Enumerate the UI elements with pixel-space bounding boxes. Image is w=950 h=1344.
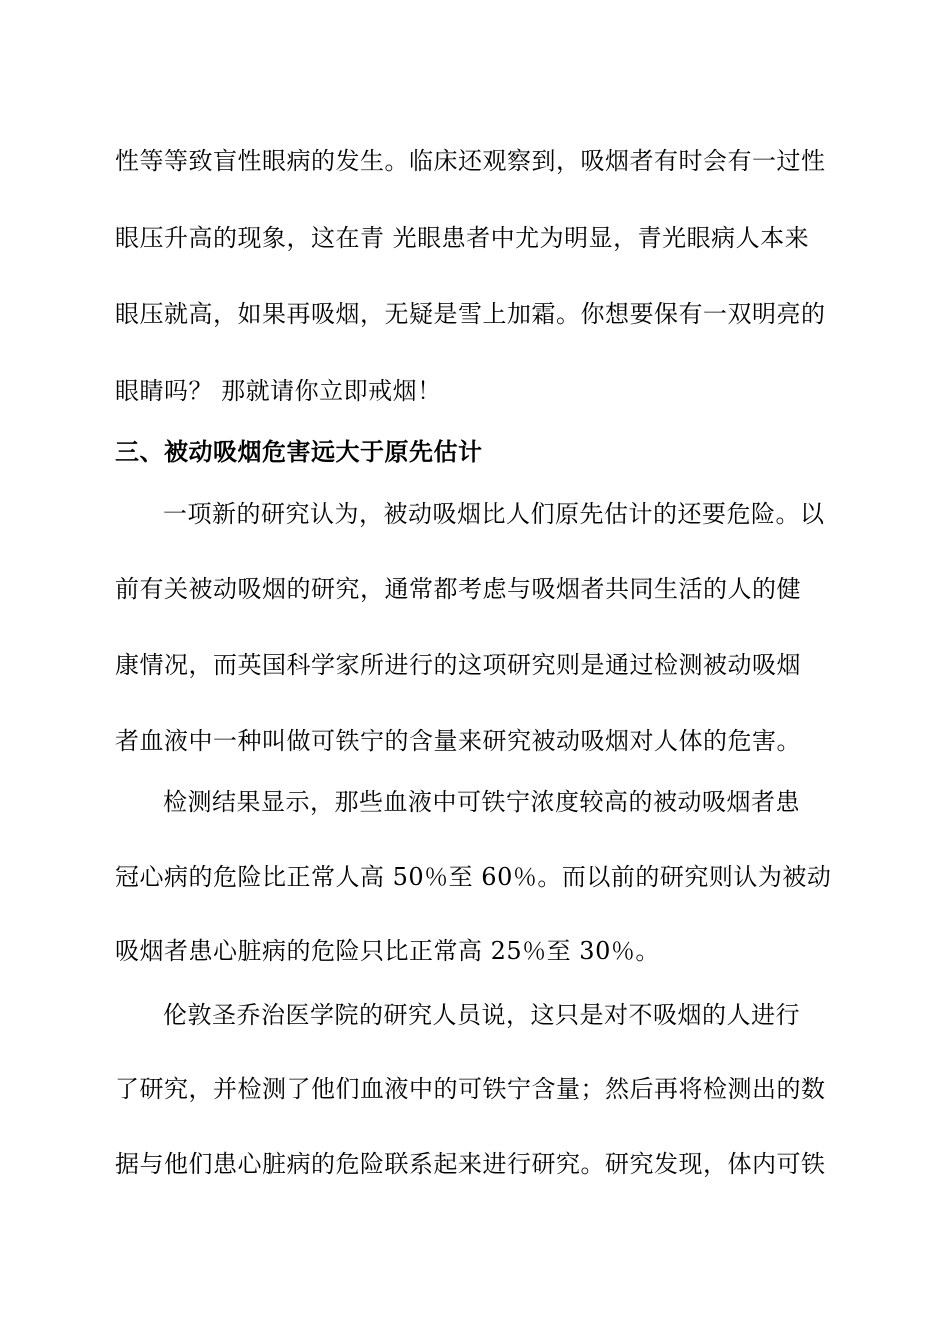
paragraph-line: 据与他们患心脏病的危险联系起来进行研究。研究发现，体内可铁 <box>115 1150 826 1178</box>
paragraph-line: 眼睛吗？ 那就请你立即戒烟！ <box>115 377 442 405</box>
paragraph-line: 检测结果显示，那些血液中可铁宁浓度较高的被动吸烟者患 <box>163 788 800 816</box>
paragraph-line: 冠心病的危险比正常人高 50％至 60％。而以前的研究则认为被动 <box>115 863 832 891</box>
paragraph-line: 一项新的研究认为，被动吸烟比人们原先估计的还要危险。以 <box>163 500 825 528</box>
paragraph-line: 眼压就高，如果再吸烟，无疑是雪上加霜。你想要保有一双明亮的 <box>115 300 826 328</box>
paragraph-line: 眼压升高的现象，这在青 光眼患者中尤为明显，青光眼病人本来 <box>115 224 810 252</box>
paragraph-line: 康情况，而英国科学家所进行的这项研究则是通过检测被动吸烟 <box>115 651 801 679</box>
paragraph-line: 吸烟者患心脏病的危险只比正常高 25％至 30％。 <box>115 937 660 965</box>
paragraph-line: 者血液中一种叫做可铁宁的含量来研究被动吸烟对人体的危害。 <box>115 727 801 755</box>
paragraph-line: 伦敦圣乔治医学院的研究人员说，这只是对不吸烟的人进行 <box>163 1001 800 1029</box>
paragraph-line: 了研究，并检测了他们血液中的可铁宁含量；然后再将检测出的数 <box>115 1075 826 1103</box>
section-heading: 三、被动吸烟危害远大于原先估计 <box>115 437 483 466</box>
paragraph-line: 前有关被动吸烟的研究，通常都考虑与吸烟者共同生活的人的健 <box>115 575 801 603</box>
paragraph-line: 性等等致盲性眼病的发生。临床还观察到，吸烟者有时会有一过性 <box>115 147 826 175</box>
